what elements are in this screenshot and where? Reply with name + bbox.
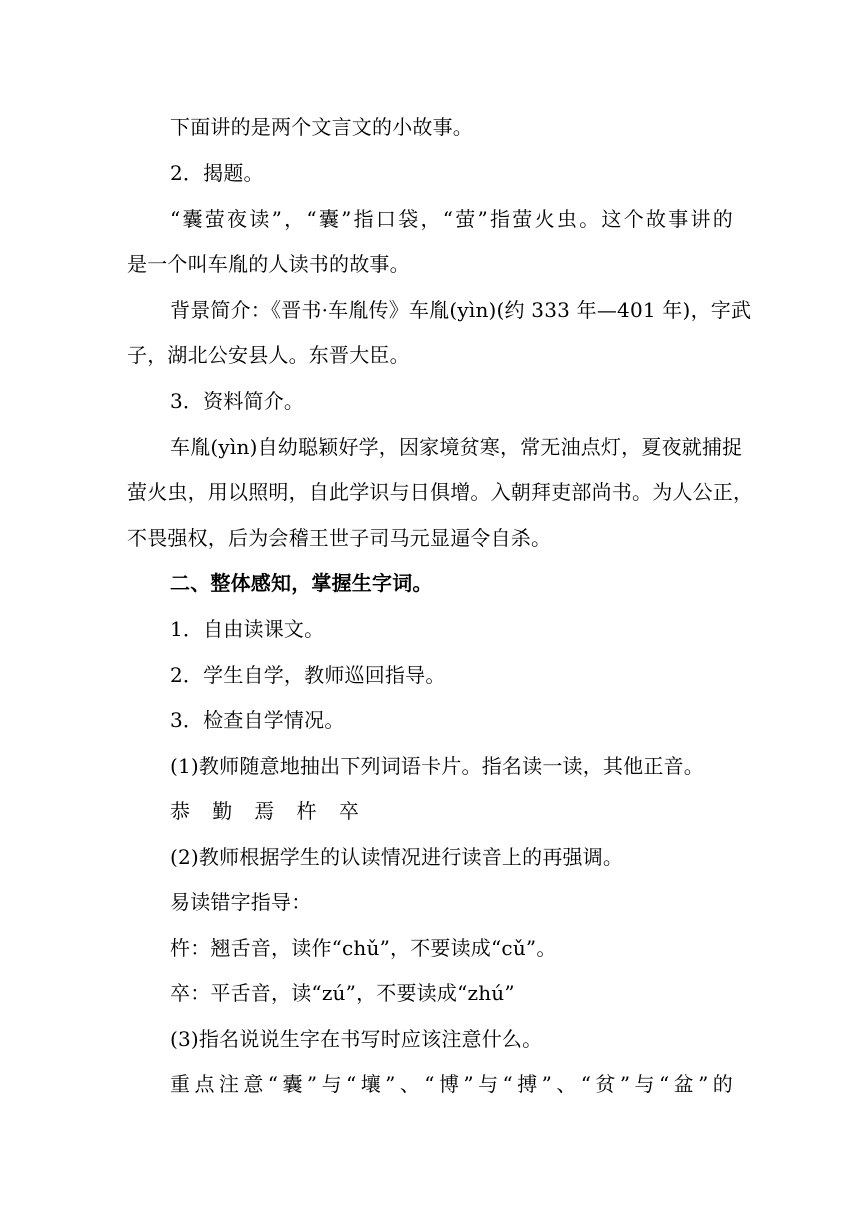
word-card: 焉 <box>254 799 275 823</box>
paragraph-intro: 下面讲的是两个文言文的小故事。 <box>170 115 473 139</box>
title-explanation-line-1: “囊萤夜读”，“囊”指口袋，“萤”指萤火虫。这个故事讲的 <box>170 207 733 231</box>
substep-2-emphasis: (2)教师根据学生的认读情况进行读音上的再强调。 <box>170 845 624 869</box>
background-line-1: 背景简介：《晋书·车胤传》车胤(yìn)(约 333 年—401 年)，字武 <box>170 298 752 322</box>
word-card-list <box>170 798 733 824</box>
materials-line-1: 车胤(yìn)自幼聪颖好学，因家境贫寒，常无油点灯，夏夜就捕捉 <box>170 435 743 459</box>
background-line-2: 子，湖北公安县人。东晋大臣。 <box>127 343 410 367</box>
word-card: 卒 <box>338 799 360 823</box>
word-card: 勤 <box>212 799 233 823</box>
step-3-check: 3．检查自学情况。 <box>170 708 345 732</box>
substep-1-cards: (1)教师随意地抽出下列词语卡片。指名读一读，其他正音。 <box>170 754 704 778</box>
pronunciation-chu: 杵：翘舌音，读作“chǔ”，不要读成“cǔ”。 <box>170 936 557 960</box>
writing-notes: 重点注意“囊”与“壤”、“博”与“搏”、“贫”与“盆”的 <box>170 1072 733 1096</box>
word-card: 恭 <box>170 799 191 823</box>
pronunciation-zu: 卒：平舌音，读“zú”，不要读成“zhú” <box>170 981 515 1005</box>
title-explanation-line-2: 是一个叫车胤的人读书的故事。 <box>127 252 410 276</box>
step-2-reveal-title: 2．揭题。 <box>170 161 264 185</box>
materials-line-3: 不畏强权，后为会稽王世子司马元显逼令自杀。 <box>127 526 552 550</box>
step-3-materials: 3．资料简介。 <box>170 389 305 413</box>
word-card: 杵 <box>296 799 317 823</box>
step-1-free-reading: 1．自由读课文。 <box>170 617 325 641</box>
materials-line-2: 萤火虫，用以照明，自此学识与日俱增。入朝拜吏部尚书。为人公正， <box>127 480 754 504</box>
substep-3-writing: (3)指名说说生字在书写时应该注意什么。 <box>170 1027 543 1051</box>
pronunciation-guide-heading: 易读错字指导： <box>170 890 312 914</box>
section-heading-perception: 二、整体感知，掌握生字词。 <box>170 571 433 595</box>
step-2-self-study: 2．学生自学，教师巡回指导。 <box>170 663 446 687</box>
